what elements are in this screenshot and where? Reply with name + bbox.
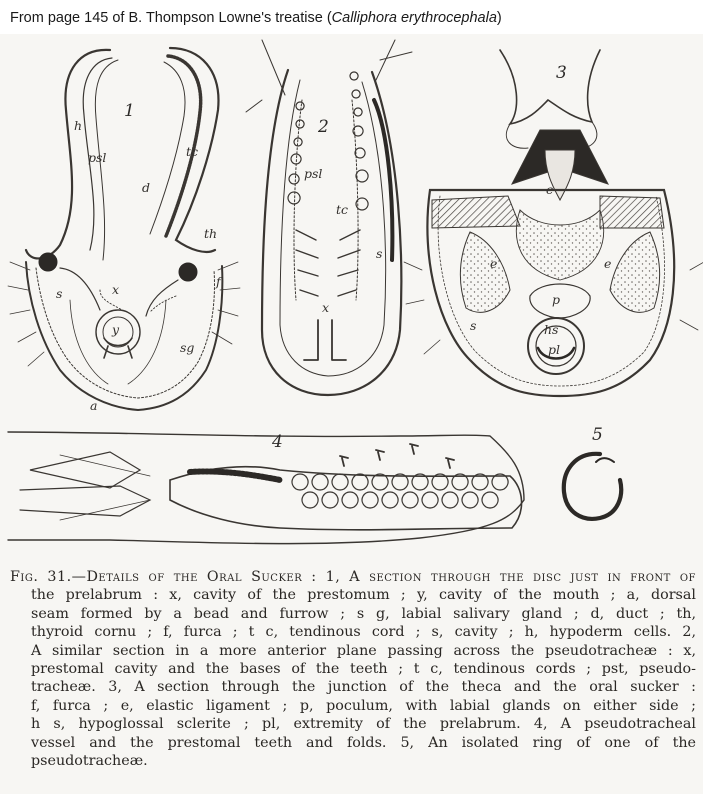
label-p3-p: p	[552, 292, 561, 307]
caption-line: the prelabrum : x, cavity of the prestomum ; y, cavity of the mouth ; a, dorsal	[31, 587, 696, 604]
label-p3-e-right: e	[604, 256, 612, 271]
panel-number-4: 4	[272, 432, 283, 452]
label-p1-th: th	[204, 226, 218, 241]
label-p1-psl: psl	[88, 150, 107, 165]
figure-caption	[10, 568, 696, 770]
label-p1-x: x	[112, 282, 120, 297]
caption-line: A similar section in a more anterior plane passing across the pseudotracheæ : x,	[31, 642, 696, 659]
header-species: Calliphora erythrocephala	[331, 10, 497, 26]
label-p2-x: x	[322, 300, 330, 315]
caption-line: vessel and the prestomal teeth and folds. 5, An isolated ring of one of the	[31, 734, 696, 751]
caption-line: pseudotracheæ.	[31, 753, 148, 770]
panel-5-isolated-ring	[564, 454, 621, 519]
panel-number-5: 5	[592, 425, 603, 445]
panel-number-3: 3	[556, 63, 567, 83]
panel-2-pseudotrachea-section	[246, 40, 412, 395]
caption-line: seam formed by a bead and furrow ; s g, labial salivary gland ; d, duct ; th,	[31, 605, 696, 622]
panel-4-pseudotracheal-vessel	[8, 432, 524, 544]
caption-line: h s, hypoglossal sclerite ; pl, extremity of the prelabrum. 4, A pseudotracheal	[31, 716, 696, 733]
label-p2-s: s	[376, 246, 383, 261]
panel-number-1: 1	[124, 101, 135, 121]
label-p1-tc: tc	[186, 144, 199, 159]
label-p1-y: y	[112, 322, 120, 337]
caption-line: tracheæ. 3, A section through the junction of the theca and the oral sucker :	[31, 679, 696, 696]
label-p1-f: f	[216, 274, 221, 289]
label-p1-d: d	[142, 180, 151, 195]
panel-number-2: 2	[318, 117, 329, 137]
header-suffix: )	[496, 10, 502, 26]
label-p3-hs: hs	[544, 322, 559, 337]
label-p3-e-left: e	[490, 256, 498, 271]
label-p1-h: h	[74, 118, 83, 133]
label-p1-s: s	[56, 286, 63, 301]
label-p1-a: a	[90, 398, 98, 413]
caption-line: thyroid cornu ; f, furca ; t c, tendinous cord ; s, cavity ; h, hypoderm cells. 2,	[31, 624, 696, 641]
label-p3-s: s	[470, 318, 477, 333]
caption-line: prestomal cavity and the bases of the teeth ; t c, tendinous cords ; pst, pseudo-	[31, 661, 696, 678]
label-p2-psl: psl	[304, 166, 323, 181]
caption-line: f, furca ; e, elastic ligament ; p, poculum, with labial glands on either side ;	[31, 697, 696, 714]
label-p1-sg: sg	[180, 340, 195, 355]
label-p2-tc: tc	[336, 202, 349, 217]
label-p3-pl: pl	[548, 342, 560, 357]
label-p3-c: c	[546, 182, 554, 197]
caption-line: Fig. 31.—Details of the Oral Sucker : 1, A section through the disc just in front of	[10, 569, 696, 585]
header-prefix: From page 145 of B. Thompson Lowne's treatise (	[10, 10, 332, 26]
